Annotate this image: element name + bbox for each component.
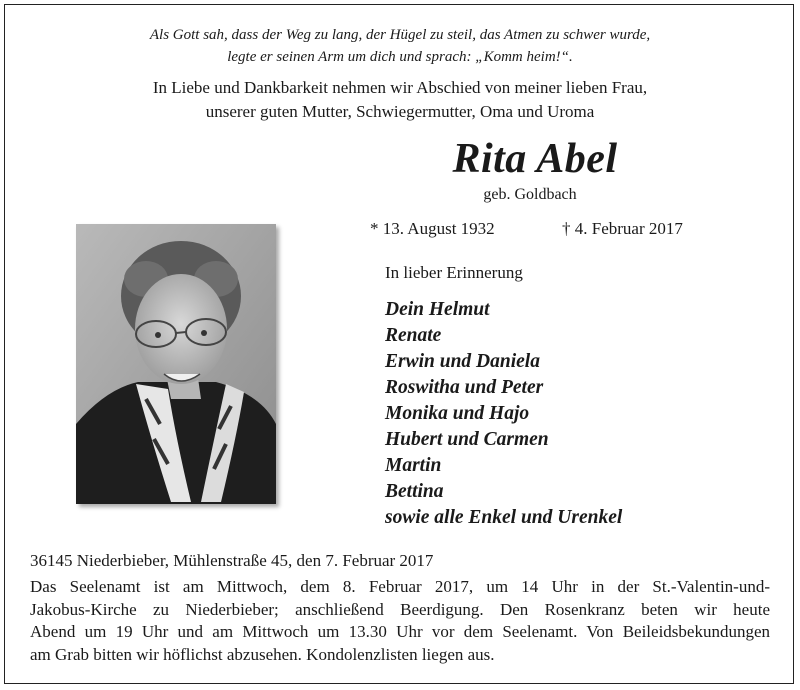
mourner-line: Renate [385,325,442,346]
portrait-photo [76,224,276,504]
quote-line-1: Als Gott sah, dass der Weg zu lang, der Hügel zu steil, das Atmen zu schwer wurde, [149,27,651,43]
death-date: † 4. Februar 2017 [562,219,683,238]
mourner-line: Dein Helmut [385,299,490,320]
intro-line-2: unserer guten Mutter, Schwiegermutter, Oma und Uroma [205,102,595,121]
birth-date: * 13. August 1932 [370,219,495,238]
place-and-date: 36145 Niederbieber, Mühlenstraße 45, den 7. Februar 2017 [30,551,434,570]
mourner-line: Roswitha und Peter [385,377,544,398]
mourner-line: Monika und Hajo [385,403,530,424]
notice-line-3: Abend um 19 Uhr und am Mittwoch um 13.30 Uhr vor dem Seelenamt. Von Beileidsbekundungen [30,622,770,641]
mourner-line: Bettina [385,481,444,502]
notice-line-1: Das Seelenamt ist am Mittwoch, dem 8. Februar 2017, um 14 Uhr in der St.-Valentin-und- [30,577,770,596]
mourner-line: Erwin und Daniela [385,351,540,372]
mourner-line: Martin [385,455,442,476]
mourner-line: sowie alle Enkel und Urenkel [385,507,623,528]
memory-label: In lieber Erinnerung [385,263,523,282]
deceased-name: Rita Abel [452,136,618,182]
notice-line-4: am Grab bitten wir höflichst abzusehen. Kondolenzlisten liegen aus. [30,644,495,664]
notice-line-2: Jakobus-Kirche zu Niederbieber; anschließend Beerdigung. Den Rosenkranz beten wir heute [30,599,770,619]
mourner-line: Hubert und Carmen [385,429,549,450]
intro-line-1: In Liebe und Dankbarkeit nehmen wir Abschied von meiner lieben Frau, [152,78,648,97]
maiden-name: geb. Goldbach [483,186,577,203]
service-notice [30,576,770,666]
quote-line-2: legte er seinen Arm um dich und sprach: „Komm heim!“. [227,49,573,65]
